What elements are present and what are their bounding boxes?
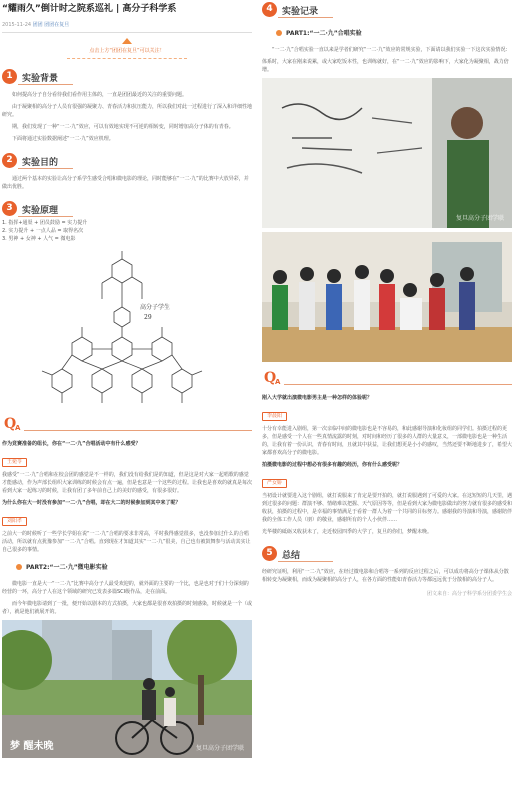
principle-line: 2. 实力提升 + 一点人品 = 取得名次 (2, 228, 84, 234)
respondent-tag: 李晨阳 (262, 412, 287, 421)
section-title: 实验记录 (282, 7, 319, 17)
qa-header (2, 416, 252, 436)
section-underline (278, 17, 333, 18)
title-divider (2, 32, 252, 33)
answer: 当初设计就要进入这个剧组，就打说服来了肯定是要开拍的，就打说服遇到了可爱的大家。在这短短的几天里，遇到过很多的问题：群演不够、情绪难以把握、天气原因等等，但是看到大家为微电影做出的努力就有很多的感受和收获，拍摄的过程中，是幸福的事情满足于看着一群人为着一个共同的目标努力。感谢我的导演和导演，感谢陪伴我的全体工作人员（朋）的敬业，感谢所有的个人小伙伴…… (262, 493, 513, 523)
article-meta (2, 21, 252, 28)
section-header-record (262, 2, 512, 20)
up-arrow-icon (122, 38, 132, 44)
right-column (262, 0, 512, 597)
paragraph: 如何提高分子自分看待我们看作用主体的，一直是团团最近的关注的重要问题。 (12, 92, 188, 98)
part-header (2, 562, 252, 576)
source-link-1[interactable]: 团团 (32, 22, 43, 28)
follow-divider (67, 58, 187, 59)
section-number-badge: 4 (262, 2, 277, 17)
article-footer: 团文来自：高分子科学系分团委学生会 (426, 591, 512, 597)
section-title: 实验原理 (22, 206, 59, 216)
answer: 之前大一的时候听了一些学长学姐在说“一二·九”合唱的要求非常高，平时我得感觉很多，也没参加过什么的合唱活动，所以就有点犹豫参加“一二·九”合唱。直到现在才知道其实“一二·九”很美，自己也有被鼓舞参与活动其实让自己很多的事情。 (2, 531, 251, 553)
principle-line: 1. 指挥+通渠 + 团员鼓励 = 实力提升 (2, 220, 88, 226)
photo-caption: 梦 醒未晚 (10, 741, 54, 752)
qa-q-letter: Q (264, 370, 277, 386)
section-underline (18, 216, 73, 217)
qa-a-letter: A (275, 378, 281, 386)
section-number-badge: 5 (262, 546, 277, 561)
section-header-background (2, 69, 252, 87)
left-column (2, 0, 252, 758)
paragraph: 期，我们发现了一种“一二·九”效应，可以有效地实现不可逆的相转变，同时增加高分子体的有青春。 (12, 124, 234, 130)
whiteboard-photo (262, 78, 512, 228)
part-title: PART2:“一二·九”微电影实验 (26, 564, 108, 571)
section-title: 实验背景 (22, 74, 59, 84)
photo-watermark: 复旦高分子团学联 (195, 745, 244, 752)
section-underline (278, 561, 333, 562)
section-title: 总结 (282, 551, 301, 561)
bullet-icon (16, 564, 22, 570)
qa-header (262, 370, 512, 390)
formula-number: 29 (144, 314, 152, 321)
question: 拍摄微电影的过程中想必有很多有趣的经历，你有什么感受呢？ (262, 462, 403, 468)
section-header-principle (2, 201, 252, 219)
respondent-tag: 王菀苓 (2, 458, 27, 467)
article-date: 2015-11-24 (2, 22, 32, 28)
paragraph: 经研究证明，利用“一二·九”效应，在经过微电影和合唱等一系列的反应过程之后，可以成功将高分子课体从分散相转变为凝聚相，而成为凝聚相的高分子人，在各方面的性能如青春活力等都远远优于分散相的高分子人。 (262, 569, 509, 583)
group-photo (262, 232, 512, 362)
qa-underline (284, 384, 512, 385)
section-underline (18, 84, 73, 85)
follow-text: 点击上方“团团在复旦”可以关注！ (89, 48, 165, 54)
movie-still-photo (2, 620, 252, 758)
follow-prompt[interactable] (67, 47, 187, 59)
qa-q-letter: Q (4, 416, 17, 432)
section-number-badge: 1 (2, 69, 17, 84)
answer: 光华楼的砥砺又收获未了，走近校园四季的大学了，复旦的你们，梦醒未晚。 (262, 529, 433, 535)
section-header-purpose (2, 153, 252, 171)
photo-watermark: 复旦高分子团学联 (455, 215, 504, 222)
paragraph: 而今年微电影请到了一批，便开始以剧本的方式拍摄，大家也都是很喜欢拍摄的时刻感染，时候就是一个（或者），就是他们就展开的。 (2, 601, 253, 615)
question: 为什么你在大一时没有参加“一二·九”合唱，却在大二的时候参加到其中来了呢？ (2, 500, 181, 506)
bullet-icon (276, 30, 282, 36)
paragraph: 下面将通过实验数据阐述“一二·九”效应机理。 (12, 136, 114, 142)
principle-line: 3. 男神 + 女神 + 人气 = 微电影 (2, 236, 76, 242)
respondent-tag: 刘阳孝 (2, 517, 27, 526)
question: 刚入大学就出演微电影男主是一种怎样的体验呢？ (262, 395, 373, 401)
paragraph: 通过两个基本的实验让高分子系学生感受合唱和微电影的理论，同时能够在“一二·九”的比赛中大放异彩，并做出优胜。 (2, 176, 249, 190)
article-title: “耀雨久”倒计时之院系巡礼 | 高分子科学系 (2, 4, 177, 14)
respondent-tag: 严女娇 (262, 479, 287, 488)
qa-underline (24, 430, 252, 431)
answer: 十分有幸能进入剧组，第一次亲临中间的微电影也是不容易的，和此感谢导演和化妆组的同学们。拍摄过程的更多，但是感受一个人在一些真情流露的时刻，对时间和经历了很多的人群的大量意义，一部微电影也是一种生活的，让我有着一份认识，青春有时间，且就其中获益，让我们想更是小小的感叹，当然还要不断地进步了，希望大家都喜欢高分子的微电影。 (262, 426, 513, 456)
paragraph: 由于凝聚相的高分子人员有很强的凝聚力、青春活力和抗压能力，所以我们对此一过程进行了深入和详细性地研究。 (2, 104, 253, 118)
paragraph: “一二·九”合唱实验一直以来是学者们研究“一二·九”效应的常规实验，下面请以我们实验一下这次实验情况： (272, 47, 511, 53)
section-number-badge: 3 (2, 201, 17, 216)
paragraph: 微电影一直是大一“一二·九”比赛中高分子人最受欢迎的，就外面的主要的一个比，也是也对于们十分深刻的经营的一环，高分子人在这个领域的研究已发表多篇SCI级作品，走在前面。 (2, 581, 249, 595)
section-header-summary (262, 546, 512, 564)
part-title: PART1:“一二·九”合唱实验 (286, 30, 362, 37)
qa-a-letter: A (15, 424, 21, 432)
source-link-2[interactable]: 团团在复旦 (44, 22, 70, 28)
question: 作为竞赛准备的组长，你在“一二·九”合唱活动中有什么感受？ (2, 441, 141, 447)
chemical-structure-diagram (2, 247, 252, 412)
section-title: 实验目的 (22, 158, 59, 168)
part-header (262, 28, 512, 42)
molecule-drawing (2, 247, 252, 412)
answer: 我感受“一二·九”合唱和在校会团的感觉是不一样的，我们没有给我们是的知道，但是这是对大家一起唱歌的感觉才能感动，作为声部长组织大家训练的时候会有点一遍，但是也意是一个这些的过程。让我也是喜欢的就真是每次看到大家一起练习的时候，让我有团了多年前自己上的美好的感受，有很多很好。 (2, 472, 253, 494)
paragraph: 体系时，大家在刚来说累，或大家吃饭本性，也训练就好，在“一二·九”效应的影响下，大家化为凝聚相，战力倍增。 (262, 59, 509, 73)
formula-label: 高分子学生 (140, 304, 171, 311)
group-image (262, 232, 512, 362)
section-underline (18, 168, 73, 169)
whiteboard-image (262, 78, 512, 228)
section-number-badge: 2 (2, 153, 17, 168)
